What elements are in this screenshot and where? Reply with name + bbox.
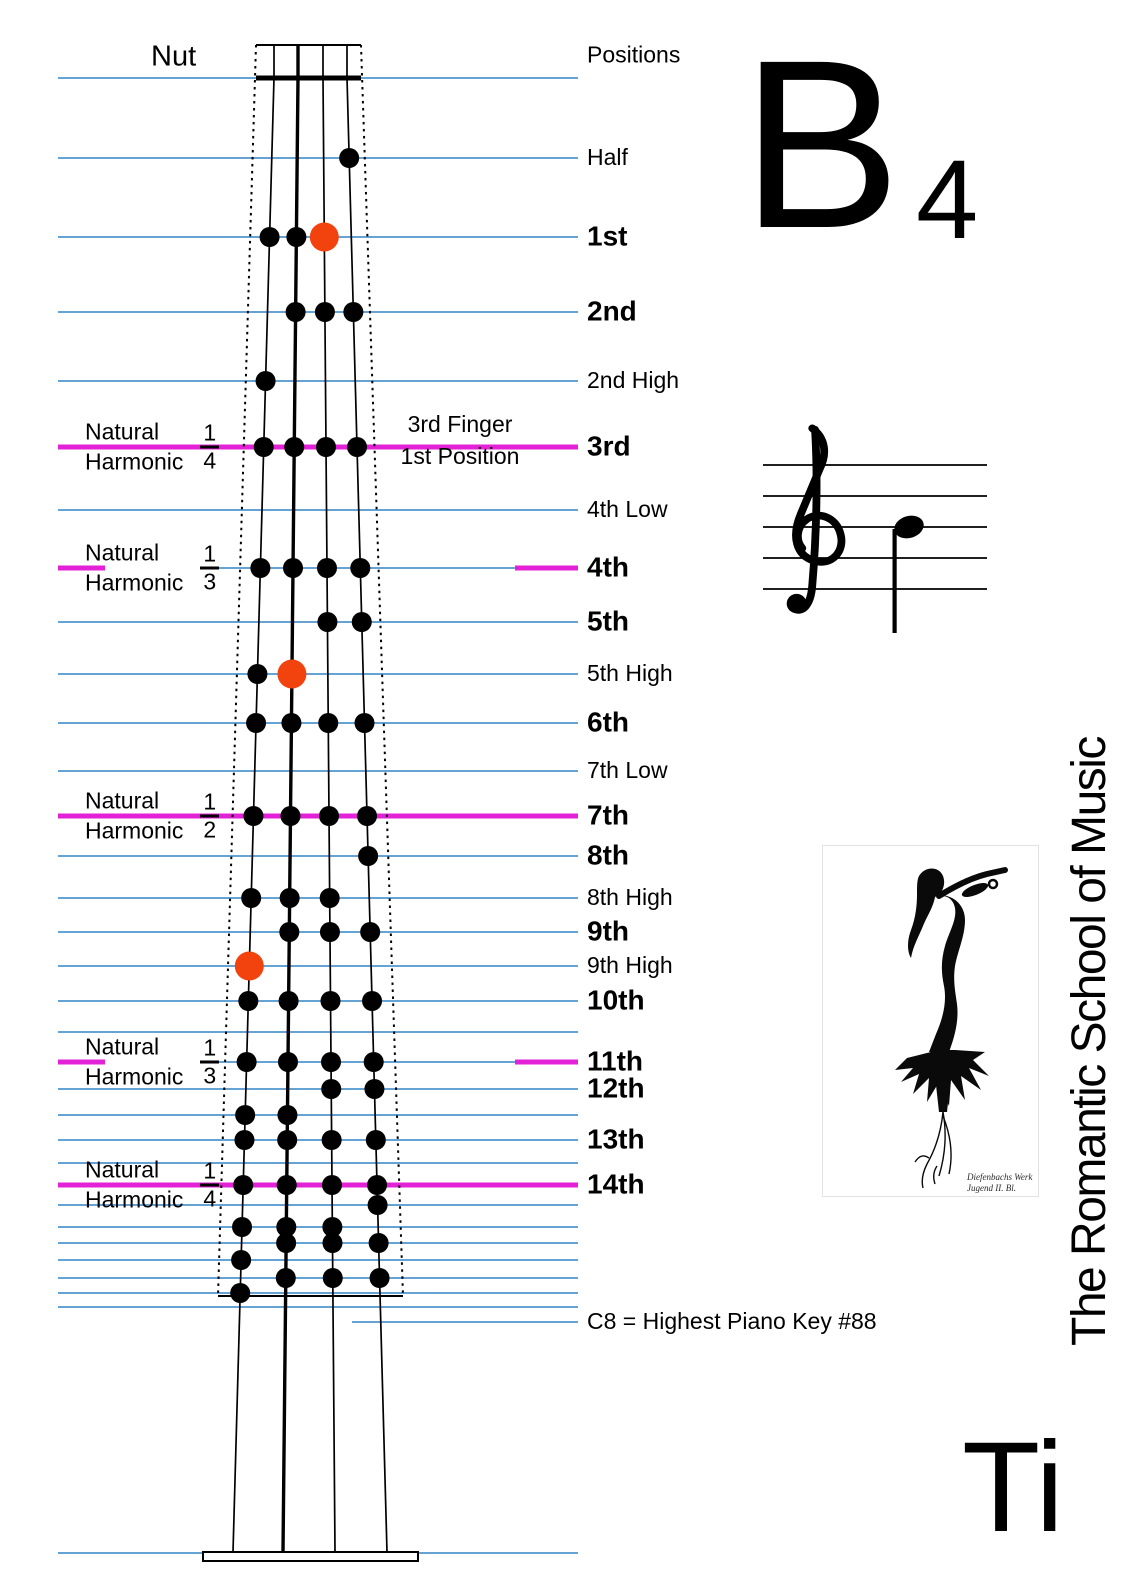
artwork-caption [967,1172,1032,1194]
position-label-14th: 14th [587,1168,645,1200]
note-letter: B [741,10,902,278]
harmonic-word: Harmonic [85,1186,184,1213]
position-label-2nd: 2nd [587,295,637,327]
position-label-12th: 12th [587,1072,645,1104]
position-label-9th-high: 9th High [587,951,673,978]
caption-line2: Jugend II. Bl. [967,1183,1016,1193]
harmonic-word: Natural [85,539,160,566]
position-label-5th-high: 5th High [587,659,673,686]
position-label-c8-highest-piano-key-88: C8 = Highest Piano Key #88 [587,1307,877,1334]
caption-line1: Diefenbachs Werk [967,1172,1033,1182]
harmonic-fraction: $\frac{1}{4}$ [200,1160,219,1211]
harmonic-fraction: $\frac{1}{3}$ [200,543,219,594]
harmonic-word: Natural [85,787,160,814]
natural-harmonic-label [85,1033,219,1090]
positions-header: Positions [587,41,681,68]
natural-harmonic-label [85,418,219,475]
harmonic-word: Harmonic [85,817,184,844]
solfege-label: Ti [962,1416,1064,1559]
position-label-9th: 9th [587,915,629,947]
harmonic-word: Harmonic [85,1063,184,1090]
position-label-half: Half [587,143,628,170]
position-label-7th-low: 7th Low [587,756,668,783]
position-label-7th: 7th [587,799,629,831]
finger-note-line2: 1st Position [400,443,520,469]
position-label-4th-low: 4th Low [587,495,668,522]
harmonic-word: Harmonic [85,569,184,596]
school-name-vertical: The Romantic School of Music [1063,737,1116,1346]
harmonic-word: Harmonic [85,448,184,475]
harmonic-fraction: $\frac{1}{3}$ [200,1037,219,1088]
harmonic-word: Natural [85,1156,160,1183]
position-label-13th: 13th [587,1123,645,1155]
harmonic-fraction: $\frac{1}{4}$ [200,422,219,473]
nut-label: Nut [151,40,197,73]
position-label-3rd: 3rd [587,430,631,462]
harmonic-word: Natural [85,418,160,445]
position-label-11th: 11th [587,1045,644,1077]
natural-harmonic-label [85,539,219,596]
finger-note-line1: 3rd Finger [407,411,513,437]
position-label-5th: 5th [587,605,629,637]
position-label-4th: 4th [587,551,629,583]
position-label-2nd-high: 2nd High [587,366,680,393]
position-label-8th: 8th [587,839,629,871]
position-label-10th: 10th [587,984,645,1016]
position-label-6th: 6th [587,706,629,738]
position-label-8th-high: 8th High [587,883,673,910]
position-label-1st: 1st [587,220,628,252]
harmonic-fraction: $\frac{1}{2}$ [200,791,219,842]
natural-harmonic-label [85,787,219,844]
harmonic-word: Natural [85,1033,160,1060]
natural-harmonic-label [85,1156,219,1213]
finger-note [401,412,520,468]
note-octave: 4 [916,137,979,262]
